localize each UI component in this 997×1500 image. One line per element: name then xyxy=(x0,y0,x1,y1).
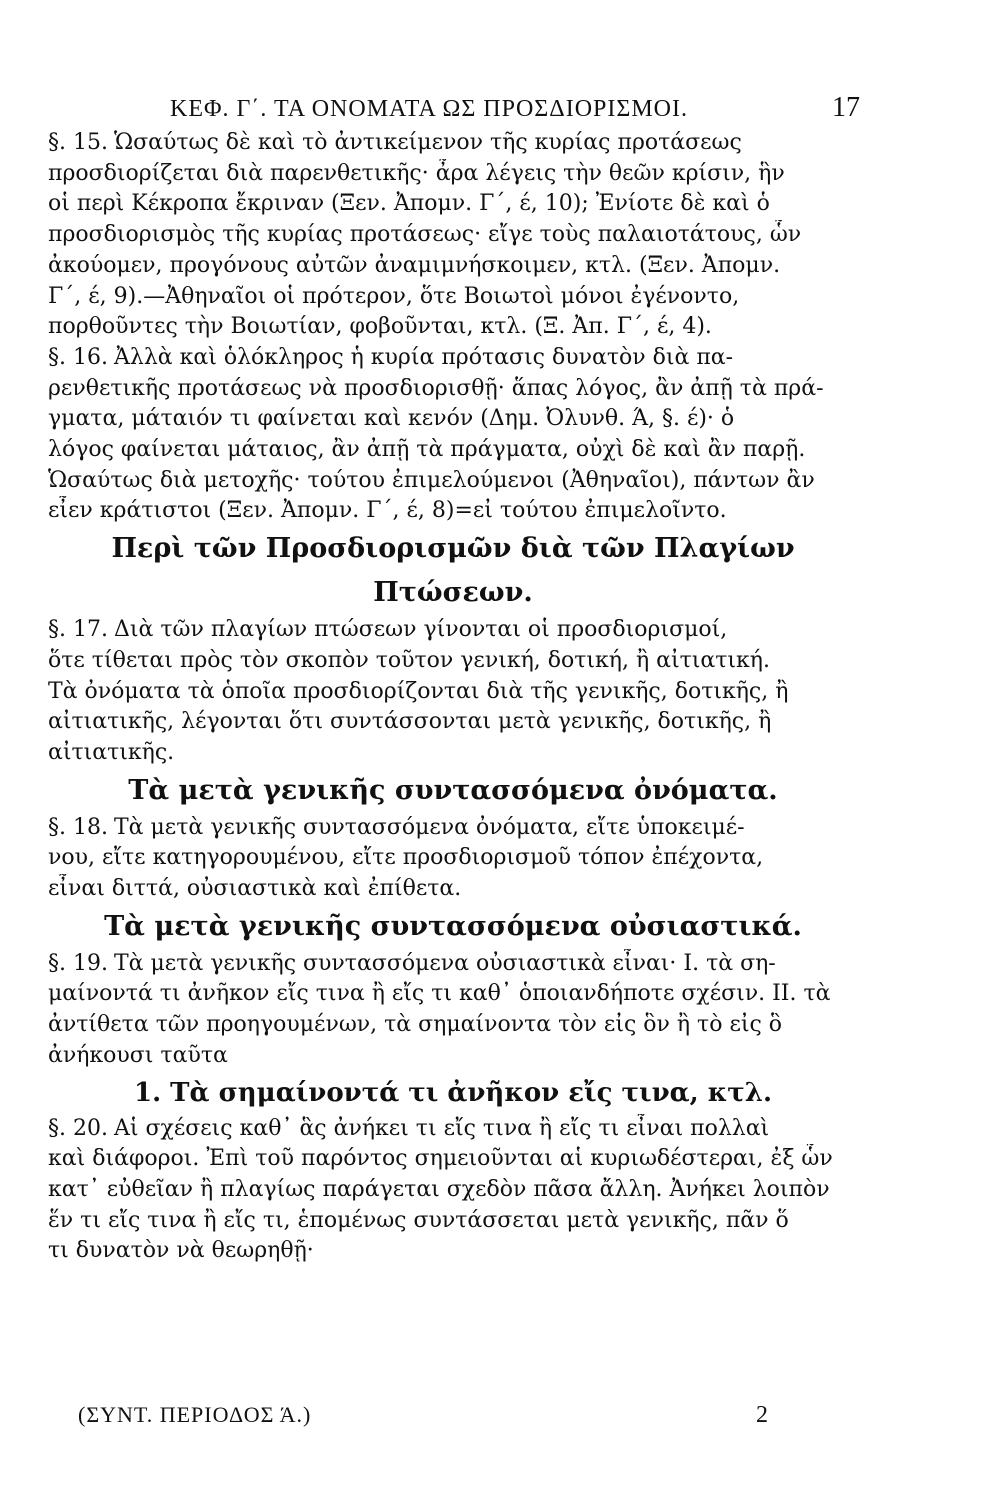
paragraph-section-20 xyxy=(48,1114,858,1268)
text-line: μαίνοντά τι ἀνῆκον εἴς τινα ἢ εἴς τι καθ᾽ ὁποιανδήποτε σχέσιν. ΙΙ. τὰ xyxy=(48,981,831,1007)
text-line: τι δυνατὸν νὰ θεωρηθῇ· xyxy=(48,1238,314,1264)
text-line: προσδιορίζεται διὰ παρενθετικῆς· ἆρα λέγεις τὴν θεῶν κρίσιν, ἣν xyxy=(48,160,785,186)
text-line: Ὡσαύτως διὰ μετοχῆς· τούτου ἐπιμελούμενοι (Ἀθηναῖοι), πάντων ἂν xyxy=(48,467,815,493)
text-line: Γ΄, έ, 9).—Ἀθηναῖοι οἱ πρότερον, ὅτε Βοιωτοὶ μόνοι ἐγένοντο, xyxy=(48,283,740,309)
text-line: ἀκούομεν, προγόνους αὐτῶν ἀναμιμνήσκοιμεν, κτλ. (Ξεν. Ἀπομν. xyxy=(48,252,781,278)
chapter-title: ΚΕΦ. Γ΄. ΤΑ ΟΝΟΜΑΤΑ ΩΣ ΠΡΟΣΔΙΟΡΙΣΜΟΙ. xyxy=(170,96,689,122)
text-line: αἰτιατικῆς. xyxy=(48,739,175,765)
text-line: εἶναι διττά, οὐσιαστικὰ καὶ ἐπίθετα. xyxy=(48,876,462,902)
section-number: §. 20. xyxy=(48,1115,108,1141)
section-heading: 1. Τὰ σημαίνοντά τι ἀνῆκον εἴς τινα, κτλ. xyxy=(133,1077,773,1108)
text-line: κατ᾽ εὐθεῖαν ἢ πλαγίως παράγεται σχεδὸν πᾶσα ἄλλη. Ἀνήκει λοιπὸν xyxy=(48,1176,830,1202)
text-line: Τὰ ὀνόματα τὰ ὁποῖα προσδιορίζονται διὰ τῆς γενικῆς, δοτικῆς, ἢ xyxy=(48,678,789,704)
printer-signature xyxy=(78,1402,768,1438)
text-line: ὅτε τίθεται πρὸς τὸν σκοπὸν τοῦτον γενική, δοτική, ἢ αἰτιατική. xyxy=(48,647,770,673)
text-line: ρενθετικῆς προτάσεως νὰ προσδιορισθῇ· ἅπας λόγος, ἂν ἀπῇ τὰ πρά- xyxy=(48,375,824,401)
paragraph-section-16 xyxy=(48,343,858,527)
text-line: καὶ διάφοροι. Ἐπὶ τοῦ παρόντος σημειοῦνται αἱ κυριωδέστεραι, ἐξ ὧν xyxy=(48,1146,833,1172)
text-line: ἀντίθετα τῶν προηγουμένων, τὰ σημαίνοντα τὸν εἰς ὃν ἢ τὸ εἰς ὃ xyxy=(48,1012,783,1038)
text-line: §. 20. Αἱ σχέσεις καθ᾽ ἃς ἀνήκει τι εἴς τινα ἢ εἴς τι εἶναι πολλαὶ xyxy=(48,1115,770,1141)
text-line: οἱ περὶ Κέκροπα ἔκριναν (Ξεν. Ἀπομν. Γ΄, έ, 10); Ἐνίοτε δὲ καὶ ὁ xyxy=(48,191,770,217)
signature-number: 2 xyxy=(756,1402,768,1428)
paragraph-section-17 xyxy=(48,615,858,769)
running-head xyxy=(170,88,860,128)
page-body xyxy=(48,128,858,1267)
text-line: §. 18. Τὰ μετὰ γενικῆς συντασσόμενα ὀνόματα, εἴτε ὑποκειμέ- xyxy=(48,814,745,840)
paragraph-section-19 xyxy=(48,949,858,1072)
text-line: ἕν τι εἴς τινα ἢ εἴς τι, ἑπομένως συντάσσεται μετὰ γενικῆς, πᾶν ὅ xyxy=(48,1207,789,1233)
page-number: 17 xyxy=(832,92,860,123)
text-line: ἀνήκουσι ταῦτα xyxy=(48,1042,228,1068)
text-line: εἶεν κράτιστοι (Ξεν. Ἀπομν. Γ΄, έ, 8)=εἰ τούτου ἐπιμελοῖντο. xyxy=(48,498,727,524)
section-number: §. 16. xyxy=(48,344,108,370)
text-line: γματα, μάταιόν τι φαίνεται καὶ κενόν (Δημ. Ὀλυνθ. Ά, §. έ)· ὁ xyxy=(48,406,735,432)
text-line: νου, εἴτε κατηγορουμένου, εἴτε προσδιορισμοῦ τόπον ἐπέχοντα, xyxy=(48,845,764,871)
section-number: §. 15. xyxy=(48,130,108,155)
section-heading: Τὰ μετὰ γενικῆς συντασσόμενα οὐσιαστικά. xyxy=(104,910,802,942)
section-number: §. 19. xyxy=(48,950,108,976)
text-line: §. 19. Τὰ μετὰ γενικῆς συντασσόμενα οὐσιαστικὰ εἶναι· Ι. τὰ ση- xyxy=(48,950,776,976)
text-line: προσδιορισμὸς τῆς κυρίας προτάσεως· εἴγε τοὺς παλαιοτάτους, ὧν xyxy=(48,222,802,248)
section-heading: Περὶ τῶν Προσδιορισμῶν διὰ τῶν Πλαγίων Πτώσεων. xyxy=(111,533,795,609)
text-line: πορθοῦντες τὴν Βοιωτίαν, φοβοῦνται, κτλ. (Ξ. Ἀπ. Γ΄, έ, 4). xyxy=(48,314,712,340)
section-heading: Τὰ μετὰ γενικῆς συντασσόμενα ὀνόματα. xyxy=(128,774,778,806)
text-line: §. 15. Ὡσαύτως δὲ καὶ τὸ ἀντικείμενον τῆς κυρίας προτάσεως xyxy=(48,130,742,155)
paragraph-section-15 xyxy=(48,128,858,343)
text-line: §. 16. Ἀλλὰ καὶ ὁλόκληρος ἡ κυρία πρότασις δυνατὸν διὰ πα- xyxy=(48,344,734,370)
section-number: §. 17. xyxy=(48,617,108,643)
text-line: λόγος φαίνεται μάταιος, ἂν ἀπῇ τὰ πράγματα, οὐχὶ δὲ καὶ ἂν παρῇ. xyxy=(48,437,806,463)
signature-label: (ΣΥΝΤ. ΠΕΡΙΟΔΟΣ Ά.) xyxy=(78,1402,312,1427)
paragraph-section-18 xyxy=(48,813,858,905)
text-line: αἰτιατικῆς, λέγονται ὅτι συντάσσονται μετὰ γενικῆς, δοτικῆς, ἢ xyxy=(48,709,772,735)
text-line: §. 17. Διὰ τῶν πλαγίων πτώσεων γίνονται οἱ προσδιορισμοί, xyxy=(48,617,728,643)
section-number: §. 18. xyxy=(48,814,108,840)
